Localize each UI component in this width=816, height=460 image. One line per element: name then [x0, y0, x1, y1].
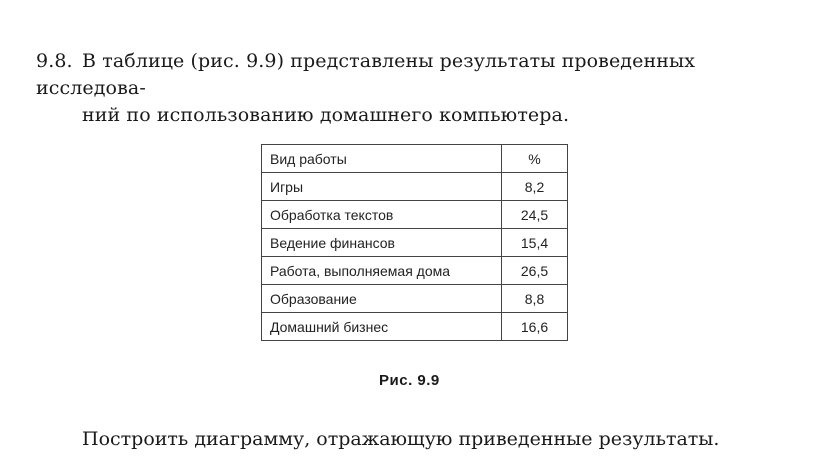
table-row — [262, 229, 568, 257]
row-activity-cell: Обработка текстов — [262, 201, 502, 229]
problem-statement — [36, 48, 796, 129]
data-table — [261, 144, 568, 341]
table-row — [262, 201, 568, 229]
table-row — [262, 257, 568, 285]
row-percent-cell: 15,4 — [502, 229, 568, 257]
row-activity-cell: Домашний бизнес — [262, 313, 502, 341]
row-percent-cell: 16,6 — [502, 313, 568, 341]
table-row — [262, 313, 568, 341]
row-percent-cell: 8,8 — [502, 285, 568, 313]
table-header-row — [262, 145, 568, 173]
row-activity-cell: Ведение финансов — [262, 229, 502, 257]
problem-text-line-1: В таблице (рис. 9.9) представлены результаты проведенных исследова- — [36, 50, 696, 99]
header-cell-percent: % — [502, 145, 568, 173]
row-activity-cell: Игры — [262, 173, 502, 201]
header-cell-activity: Вид работы — [262, 145, 502, 173]
problem-number: 9.8. — [36, 50, 73, 72]
task-text: Построить диаграмму, отражающую приведенные результаты. — [82, 428, 720, 450]
table-row — [262, 285, 568, 313]
row-percent-cell: 8,2 — [502, 173, 568, 201]
problem-text-line-2: ний по использованию домашнего компьютера. — [82, 104, 570, 126]
row-percent-cell: 24,5 — [502, 201, 568, 229]
row-activity-cell: Работа, выполняемая дома — [262, 257, 502, 285]
data-table-container — [261, 144, 568, 341]
row-percent-cell: 26,5 — [502, 257, 568, 285]
figure-caption: Рис. 9.9 — [379, 372, 440, 389]
row-activity-cell: Образование — [262, 285, 502, 313]
table-row — [262, 173, 568, 201]
problem-line-1 — [36, 48, 796, 102]
